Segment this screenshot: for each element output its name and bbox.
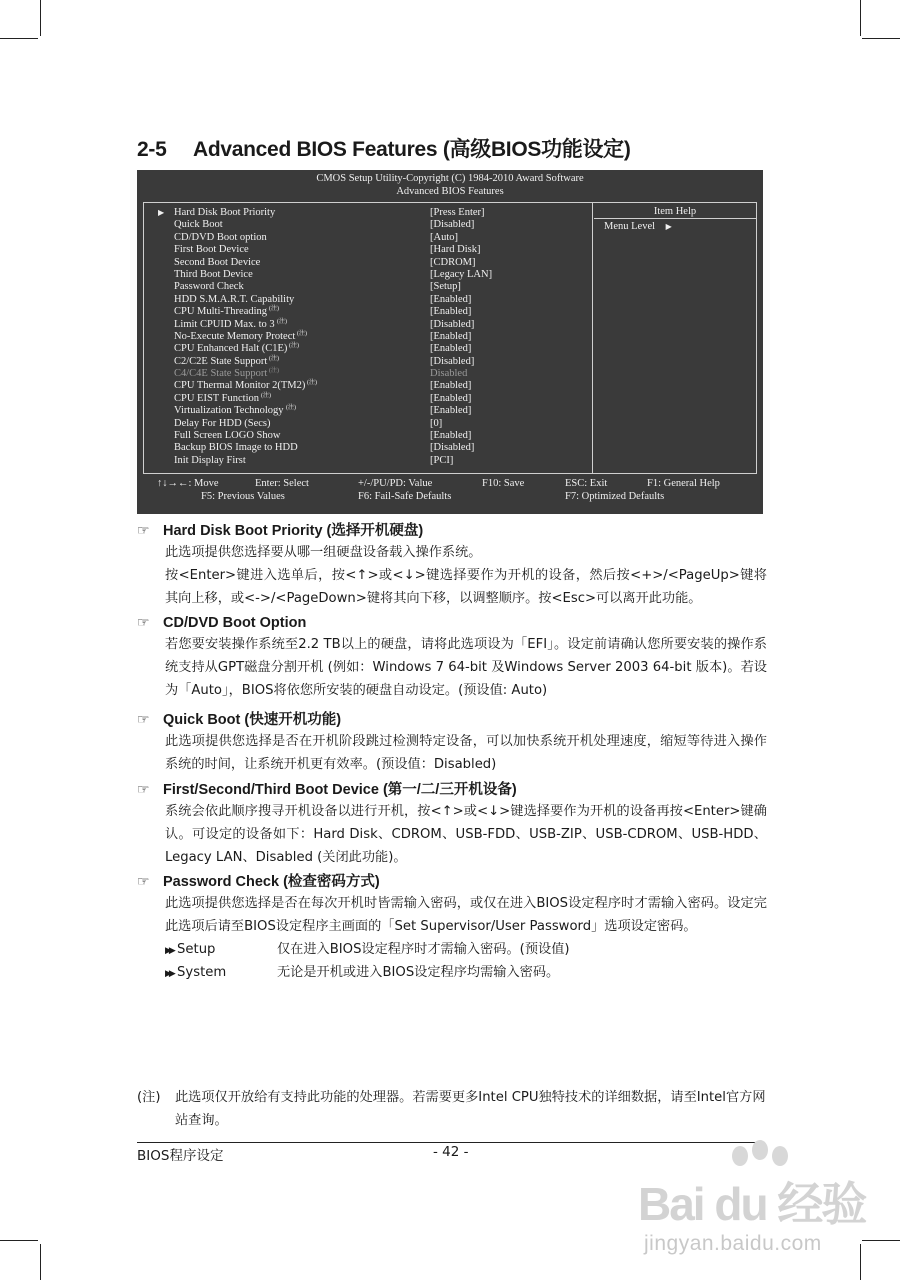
key-f10: F10: Save <box>482 478 525 489</box>
watermark-logo: Bai du 经验 <box>638 1178 866 1230</box>
paragraph: 若您要安装操作系统至2.2 TB以上的硬盘，请将此选项设为「EFI」。设定前请确认您所要安装的操作系统支持从GPT磁盘分割开机 (例如：Windows 7 64-bit 及Windows Server 2003 64-bit 版本)。若设为「Auto」，BIOS将依您所安装的硬盘自动设定。(预设值: Auto) <box>165 637 767 698</box>
option-row-setup <box>165 938 767 961</box>
menu-level-label: Menu Level <box>604 221 656 232</box>
double-arrow-icon: ▶▶ <box>165 946 173 956</box>
bios-divider <box>592 203 593 473</box>
submenu-arrow-icon: ▶ <box>158 208 165 217</box>
note-marker: (注) <box>277 318 287 325</box>
pointing-hand-icon: ☞ <box>137 781 150 797</box>
bios-item-value: [Disabled] <box>430 219 475 231</box>
page-number: - 42 - <box>433 1144 469 1160</box>
section-hdd-boot-priority <box>137 519 767 610</box>
bios-item-name: Quick Boot <box>174 219 223 231</box>
bios-main-frame <box>143 202 757 474</box>
page-heading <box>137 133 631 163</box>
pointing-hand-icon: ☞ <box>137 522 150 538</box>
option-key: Setup <box>177 942 216 957</box>
note-marker: (注) <box>307 380 317 387</box>
bios-item-row[interactable] <box>156 356 586 368</box>
bios-item-row[interactable] <box>156 219 586 231</box>
bios-item-value: [Enabled] <box>430 380 472 392</box>
bios-item-name: CPU Multi-Threading <box>174 306 268 318</box>
note-marker: (注) <box>269 306 279 313</box>
bios-item-value: [Press Enter] <box>430 207 485 218</box>
key-value: +/-/PU/PD: Value <box>358 478 433 489</box>
section-boot-device <box>137 778 767 869</box>
triangle-right-icon: ▶ <box>665 222 672 231</box>
section-heading: Password Check (检查密码方式) <box>163 874 380 890</box>
key-move: ↑↓→←: Move <box>157 478 219 489</box>
item-help-panel <box>598 205 752 234</box>
bios-item-name: Delay For HDD (Secs) <box>174 417 271 429</box>
pointing-hand-icon: ☞ <box>137 873 150 889</box>
bios-item-name: CD/DVD Boot option <box>174 231 267 243</box>
watermark-url: jingyan.baidu.com <box>644 1232 822 1255</box>
bios-item-value: [Auto] <box>430 231 458 243</box>
section-heading: Quick Boot (快速开机功能) <box>163 712 342 728</box>
bios-item-value: [Disabled] <box>430 318 475 330</box>
bios-item-value: [CDROM] <box>430 256 476 268</box>
paw-icon <box>732 1146 748 1166</box>
bios-item-name: Hard Disk Boot Priority <box>174 207 276 218</box>
bios-menu-title: Advanced BIOS Features <box>396 186 504 197</box>
bios-item-row[interactable] <box>156 442 586 454</box>
bios-item-row[interactable] <box>156 207 586 219</box>
bios-item-value: [PCI] <box>430 454 454 466</box>
pointing-hand-icon: ☞ <box>137 614 150 630</box>
key-enter: Enter: Select <box>255 478 309 489</box>
section-quick-boot <box>137 708 767 776</box>
bios-item-name: CPU Enhanced Halt (C1E) <box>174 343 288 355</box>
bios-item-row[interactable] <box>156 418 586 430</box>
bios-item-value: [0] <box>430 417 443 429</box>
bios-item-value: [Enabled] <box>430 343 472 355</box>
bios-item-row[interactable] <box>156 393 586 405</box>
bios-item-name: No-Execute Memory Protect <box>174 330 296 342</box>
paw-toe <box>752 1140 768 1160</box>
bios-item-value: [Enabled] <box>430 392 472 404</box>
bios-item-value: [Disabled] <box>430 355 475 367</box>
paragraph: 此选项提供您选择要从哪一组硬盘设备载入操作系统。 <box>165 545 482 560</box>
paw-toe <box>772 1146 788 1166</box>
bios-item-name: C4/C4E State Support <box>174 368 268 380</box>
bios-item-row[interactable] <box>156 405 586 417</box>
note-marker: (注) <box>269 355 279 362</box>
key-esc: ESC: Exit <box>565 478 608 489</box>
section-password-check <box>137 870 767 984</box>
bios-item-value: [Enabled] <box>430 306 472 318</box>
watermark <box>636 1140 866 1270</box>
bios-item-name: Backup BIOS Image to HDD <box>174 442 298 454</box>
footnote-text: 此选项仅开放给有支持此功能的处理器。若需要更多Intel CPU独特技术的详细数据，请至Intel官方网站查询。 <box>175 1090 766 1128</box>
option-key: System <box>177 965 227 980</box>
section-heading: First/Second/Third Boot Device (第一/二/三开机设备) <box>163 782 517 798</box>
double-arrow-icon: ▶▶ <box>165 969 173 979</box>
section-heading: Hard Disk Boot Priority (选择开机硬盘) <box>163 523 424 539</box>
bios-item-name: HDD S.M.A.R.T. Capability <box>174 293 295 305</box>
bios-item-row[interactable] <box>156 257 586 269</box>
bios-item-value: [Setup] <box>430 281 461 293</box>
bios-key-legend <box>137 476 763 512</box>
section-title: Advanced BIOS Features (高级BIOS功能设定) <box>193 138 631 161</box>
bios-item-row[interactable] <box>156 281 586 293</box>
bios-item-name: Second Boot Device <box>174 256 261 268</box>
footer-chapter: BIOS程序设定 <box>137 1148 224 1164</box>
bios-item-name: Third Boot Device <box>174 268 253 280</box>
bios-item-name: First Boot Device <box>174 244 249 256</box>
bios-item-name: Virtualization Technology <box>174 405 284 417</box>
option-desc: 无论是开机或进入BIOS设定程序均需输入密码。 <box>277 965 560 980</box>
bios-item-value: [Enabled] <box>430 330 472 342</box>
bios-item-row[interactable] <box>156 331 586 343</box>
note-marker: (注) <box>289 343 299 350</box>
bios-screen <box>137 170 763 514</box>
bios-item-row[interactable] <box>156 343 586 355</box>
bios-item-row[interactable] <box>156 306 586 318</box>
bios-item-name: CPU EIST Function <box>174 392 259 404</box>
section-number: 2-5 <box>137 138 167 161</box>
item-help-title: Item Help <box>653 206 697 217</box>
bios-item-name: Limit CPUID Max. to 3 <box>174 318 275 330</box>
bios-item-name: Full Screen LOGO Show <box>174 430 281 442</box>
key-f1: F1: General Help <box>647 478 720 489</box>
bios-item-list <box>156 207 586 467</box>
section-cd-dvd-boot-option <box>137 611 767 702</box>
key-f7: F7: Optimized Defaults <box>565 491 665 502</box>
note-marker: (注) <box>286 405 296 412</box>
note-marker: (注) <box>269 368 279 375</box>
key-f5: F5: Previous Values <box>201 491 285 502</box>
footnote-label: (注) <box>137 1090 161 1105</box>
menu-level <box>598 219 752 234</box>
bios-item-value: [Hard Disk] <box>430 244 481 256</box>
bios-item-value: [Enabled] <box>430 293 472 305</box>
paragraph: 此选项提供您选择是否在每次开机时皆需输入密码，或仅在进入BIOS设定程序时才需输入密码。设定完此选项后请至BIOS设定程序主画面的「Set Supervisor/User Password」选项设定密码。 <box>165 896 767 934</box>
paragraph: 此选项提供您选择是否在开机阶段跳过检测特定设备，可以加快系统开机处理速度，缩短等待进入操作系统的时间，让系统开机更有效率。(预设值：Disabled) <box>165 734 767 772</box>
paragraph: 系统会依此顺序搜寻开机设备以进行开机，按<↑>或<↓>键选择要作为开机的设备再按<Enter>键确认。可设定的设备如下：Hard Disk、CDROM、USB-FDD、USB-ZIP、USB-CDROM、USB-HDD、Legacy LAN、Disabled (关闭此功能)。 <box>165 804 767 865</box>
bios-header <box>137 170 763 198</box>
bios-item-row[interactable] <box>156 294 586 306</box>
bios-item-value: Disabled <box>430 368 468 380</box>
bios-item-name: Password Check <box>174 281 244 293</box>
bios-item-name: C2/C2E State Support <box>174 355 268 367</box>
note-marker: (注) <box>261 392 271 399</box>
option-row-system <box>165 961 767 984</box>
key-f6: F6: Fail-Safe Defaults <box>358 491 452 502</box>
option-desc: 仅在进入BIOS设定程序时才需输入密码。(预设值) <box>277 942 570 957</box>
bios-item-name: CPU Thermal Monitor 2(TM2) <box>174 380 306 392</box>
paragraph: 按<Enter>键进入选单后，按<↑>或<↓>键选择要作为开机的设备，然后按<+>/<PageUp>键将其向上移，或<->/<PageDown>键将其向下移，以调整顺序。按<Esc>可以离开此功能。 <box>165 568 767 606</box>
bios-item-row[interactable] <box>156 455 586 467</box>
bios-item-row[interactable] <box>156 244 586 256</box>
section-heading: CD/DVD Boot Option <box>163 615 307 631</box>
pointing-hand-icon: ☞ <box>137 711 150 727</box>
bios-item-value: [Disabled] <box>430 442 475 454</box>
bios-copyright: CMOS Setup Utility-Copyright (C) 1984-2010 Award Software <box>316 173 584 184</box>
bios-item-row[interactable] <box>156 380 586 392</box>
bios-item-row[interactable] <box>156 430 586 442</box>
bios-item-name: Init Display First <box>174 454 246 466</box>
bios-item-value: [Enabled] <box>430 405 472 417</box>
note-marker: (注) <box>297 330 307 337</box>
bios-item-value: [Enabled] <box>430 430 472 442</box>
footnote <box>137 1086 767 1132</box>
bios-item-value: [Legacy LAN] <box>430 268 493 280</box>
bios-item-row[interactable] <box>156 232 586 244</box>
bios-item-row[interactable] <box>156 269 586 281</box>
bios-item-row[interactable] <box>156 368 586 380</box>
bios-item-row[interactable] <box>156 319 586 331</box>
